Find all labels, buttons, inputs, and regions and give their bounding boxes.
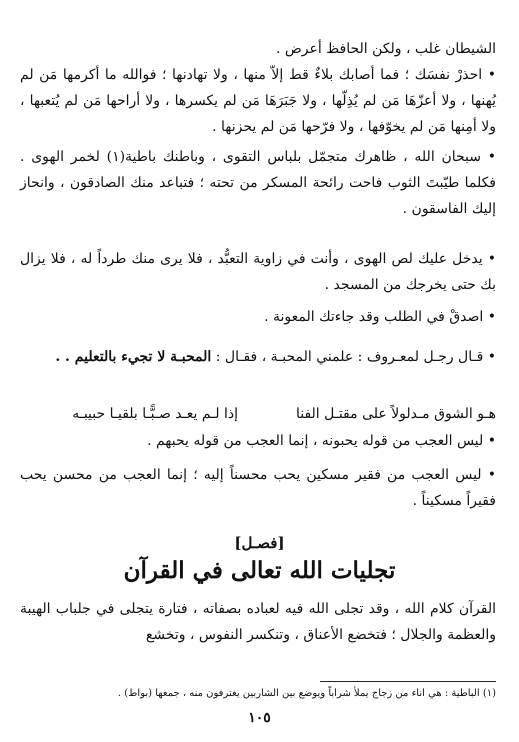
- paragraph-1: • احذرْ نفسَك ؛ فما أصابك بلاءٌ قط إلاّ منها ، ولا تهادنها ؛ فوالله ما أكرمها مَن لم يُهنها ، ولا أعزّهَا مَن لم يُذِلّها ، ولا جَبَرَهَا مَن لم يكسرها ، ولا أراحها مَن لم يُتعبها ، ولا أمِنها مَن لم يخوّفها ، ولا فرّحها مَن لم يحزنها .: [20, 67, 496, 135]
- paragraph-5-bold: المحبـة لا تجيء بالتعليم . .: [55, 349, 212, 365]
- poem-hemistich-1: هـو الشوق مـدلولاً على مقتـل الفنا: [295, 406, 496, 422]
- paragraph-4: • اصدقْ في الطلب وقد جاءتك المعونة .: [264, 309, 496, 325]
- paragraph-6: • ليس العجب من قوله يحبونه ، إنما العجب من قوله يحبهم .: [147, 433, 496, 449]
- footnote-divider: [320, 681, 496, 682]
- page-number: ١٠٥: [248, 710, 271, 726]
- section-title: تجليات الله تعالى في القرآن: [123, 557, 396, 584]
- poem-hemistich-2: إذا لـم يعـد صـبًّـا بلقيـا حبيبـه: [72, 406, 238, 422]
- paragraph-5-text: • قـال رجـل لمعـروف : علمني المحبـة ، فقـال :: [215, 349, 496, 365]
- paragraph-7: • ليس العجب من فقير مسكين يحب محسناً إليه ؛ إنما العجب من محسن يحب فقيراً مسكيناً .: [20, 467, 496, 509]
- paragraph-3: • يدخل عليك لص الهوى ، وأنت في زاوية التعبُّد ، فلا يرى منك طرداً له ، فلا يزال بك حتى يخرجك من المسجد .: [20, 251, 496, 293]
- poem-verse: [20, 406, 496, 428]
- paragraph-5: [20, 344, 496, 370]
- footnote: (١) الباطية : هي اناء من زجاج يملأ شراباً ويوضع بين الشاربين يغترفون منه ، جمعها (بواط) .: [117, 688, 496, 699]
- paragraph-2: • سبحان الله ، ظاهرك متجمّل بلباس التقوى ، وباطنك باطية(١) لخمر الهوى . فكلما طيّبتَ الثوب فاحت رائحة المسكر من تحته ؛ فتباعد منك الصادقون ، وانحاز إليك الفاسقون .: [20, 149, 496, 217]
- section-label: [فصـل]: [234, 534, 285, 552]
- paragraph-8: القرآن كلام الله ، وقد تجلى الله فيه لعباده بصفاته ، فتارة يتجلى في جلباب الهيبة والعظمة والجلال ؛ فتخضع الأعناق ، وتنكسر النفوس ، وتخشع: [20, 601, 496, 643]
- paragraph-0: الشيطان غلب ، ولكن الحافظ أعرض .: [275, 41, 496, 57]
